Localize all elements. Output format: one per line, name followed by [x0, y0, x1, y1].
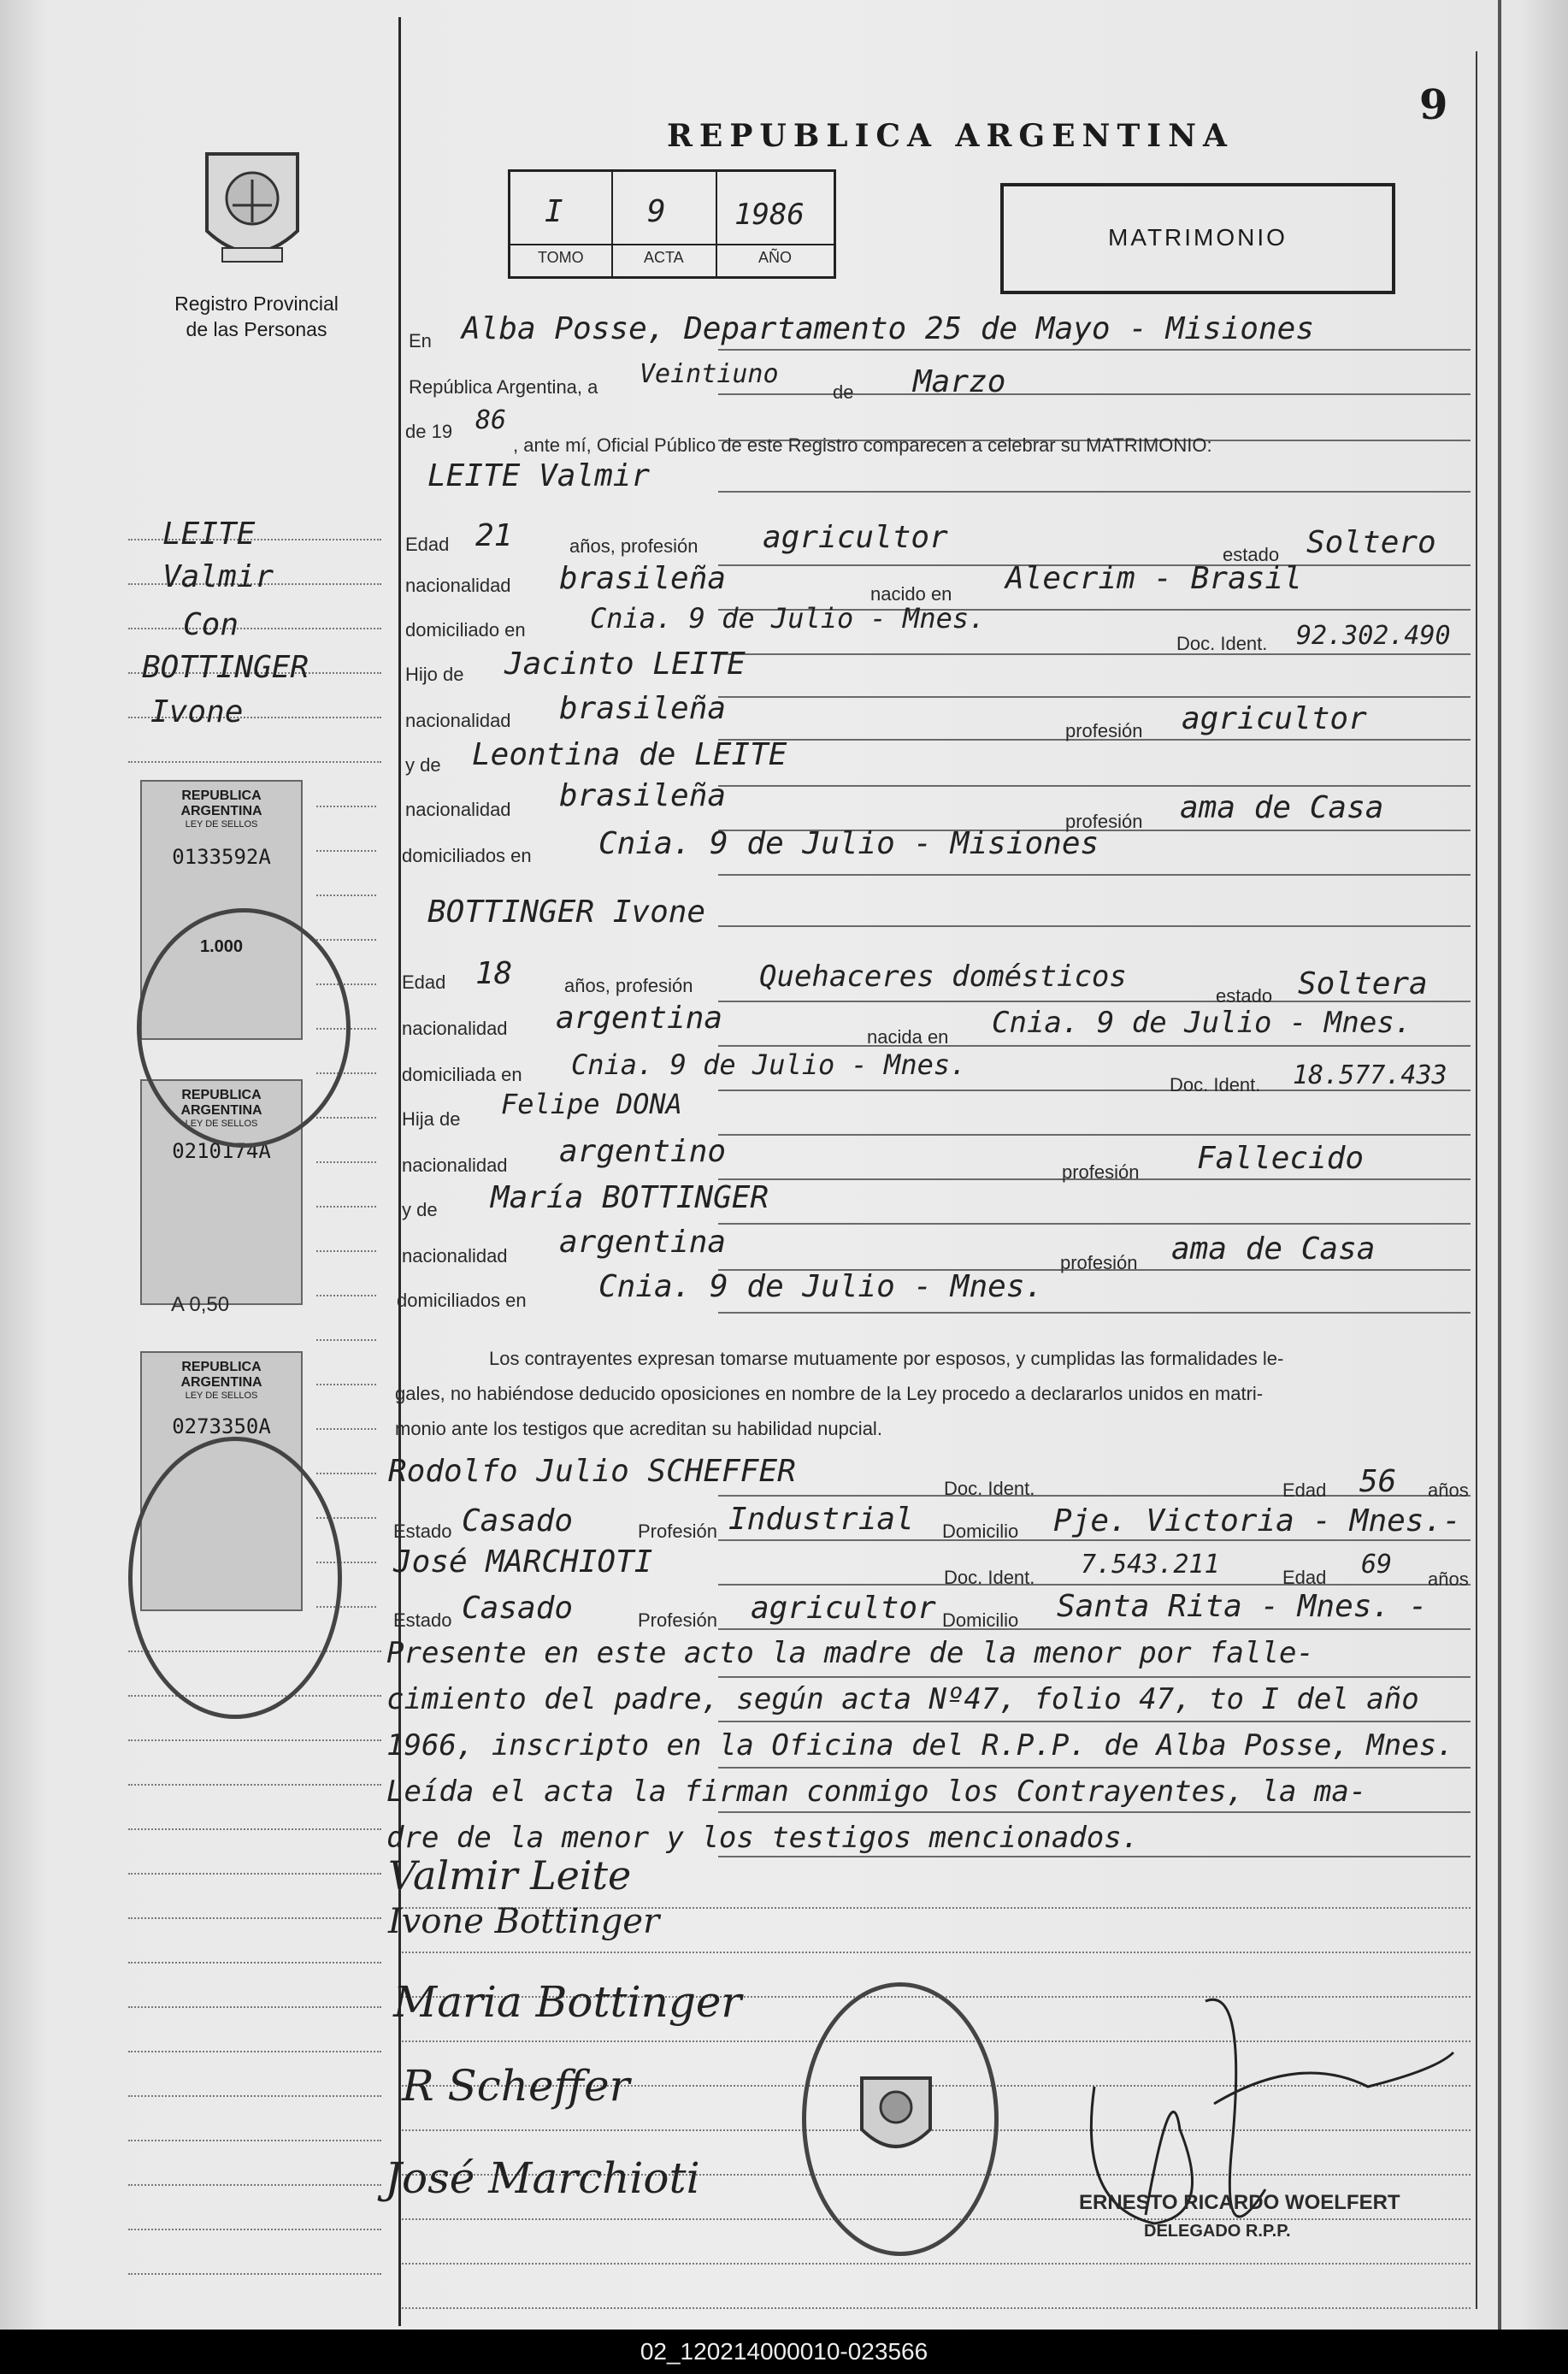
bride-mother-nac-label: nacionalidad: [402, 1245, 508, 1267]
bride-birthplace: Cnia. 9 de Julio - Mnes.: [992, 1006, 1412, 1040]
act-year: 86: [475, 405, 507, 435]
ano-value: 1986: [734, 198, 805, 232]
margin-name-4: BOTTINGER: [142, 650, 309, 685]
revenue-stamp-1: REPUBLICA ARGENTINA LEY DE SELLOS 0133592A 1.000: [140, 780, 303, 1040]
acta-label: ACTA: [644, 249, 684, 266]
groom-domicile: Cnia. 9 de Julio - Mnes.: [590, 602, 986, 635]
signature-rule: [402, 2307, 1471, 2309]
signature-witness1: R Scheffer: [402, 2061, 630, 2111]
tomo-value: I: [545, 194, 563, 229]
margin-name-5: Ivone: [150, 694, 244, 729]
groom-name: LEITE Valmir: [427, 458, 651, 493]
witness2-profession: agricultor: [751, 1591, 936, 1626]
form-rule: [718, 1312, 1471, 1314]
margin-rule: [316, 1473, 376, 1474]
bride-yde-label: y de: [402, 1199, 438, 1220]
witness1-prof-label: Profesión: [638, 1521, 717, 1542]
groom-doc-label: Doc. Ident.: [1176, 633, 1268, 654]
groom-age: 21: [475, 518, 513, 553]
witness2-domicile: Santa Rita - Mnes. -: [1057, 1589, 1428, 1624]
bride-age: 18: [475, 956, 513, 991]
margin-rule: [316, 850, 376, 852]
witness1-estado-label: Estado: [393, 1521, 452, 1542]
witness1-status: Casado: [462, 1503, 574, 1538]
act-type-box: [1000, 183, 1395, 294]
form-rule: [718, 1045, 1471, 1047]
margin-rule: [128, 2140, 381, 2141]
act-type: MATRIMONIO: [1108, 224, 1288, 251]
form-rule: [718, 491, 1471, 493]
form-rule: [718, 1223, 1471, 1225]
form-rule: [718, 785, 1471, 787]
margin-rule: [128, 2006, 381, 2008]
country-title: REPUBLICA ARGENTINA: [667, 118, 1234, 154]
margin-rule: [316, 1161, 376, 1163]
bride-status: Soltera: [1298, 966, 1428, 1001]
act-month: Marzo: [913, 364, 1006, 399]
groom-mother-nat: brasileña: [559, 778, 727, 813]
bride-father-nat: argentino: [559, 1134, 727, 1169]
right-border: [1476, 51, 1477, 2309]
en-label: En: [409, 330, 432, 351]
groom-prof-label: años, profesión: [569, 535, 699, 557]
margin-rule: [316, 1250, 376, 1252]
revenue-stamp-2: REPUBLICA ARGENTINA LEY DE SELLOS 0210174A: [140, 1079, 303, 1305]
bride-nationality: argentina: [556, 1001, 723, 1036]
declaration-text: Los contrayentes expresan tomarse mutuamente por esposos, y cumplidas las formalidades le- gales, no habiéndose deducido oposiciones en nombre de la Ley procedo a declararlos unidos en matri- monio ante los testigos que acreditan su habilidad nupcial.: [395, 1348, 1284, 1439]
witness1-edad-label: Edad: [1282, 1479, 1327, 1501]
revenue-stamp-3: REPUBLICA ARGENTINA LEY DE SELLOS 0273350A: [140, 1351, 303, 1611]
margin-rule: [128, 628, 381, 629]
witness1-domicile: Pje. Victoria - Mnes.-: [1053, 1503, 1461, 1538]
groom-father: Jacinto LEITE: [504, 647, 746, 682]
witness2-doc: 7.543.211: [1081, 1550, 1220, 1580]
bride-name: BOTTINGER Ivone: [427, 895, 706, 930]
groom-hijo-label: Hijo de: [405, 664, 464, 685]
scan-code: 02_120214000010-023566: [640, 2338, 928, 2365]
margin-name-3: Con: [183, 607, 239, 642]
page-number: 9: [1419, 81, 1448, 129]
act-day: Veintiuno: [640, 359, 779, 389]
form-rule: [718, 874, 1471, 876]
margin-rule: [128, 2095, 381, 2097]
bride-estado-label: estado: [1216, 985, 1273, 1007]
officer-title: DELEGADO R.P.P.: [1144, 2222, 1291, 2241]
bride-edad-label: Edad: [402, 971, 446, 993]
margin-rule: [316, 1339, 376, 1341]
groom-father-prof-label: profesión: [1065, 720, 1143, 741]
witness2-status: Casado: [462, 1591, 574, 1626]
margin-rule: [316, 939, 376, 941]
witness2-prof-label: Profesión: [638, 1609, 717, 1631]
registry-seal-emblem-icon: [853, 2070, 939, 2164]
groom-mother: Leontina de LEITE: [472, 737, 787, 772]
witness2-name: José MARCHIOTI: [393, 1544, 653, 1580]
form-rule: [718, 1539, 1471, 1541]
groom-nacido-label: nacido en: [870, 583, 952, 605]
margin-rule: [316, 1206, 376, 1208]
groom-status: Soltero: [1306, 525, 1436, 560]
groom-birthplace: Alecrim - Brasil: [1005, 561, 1302, 596]
stamp-value-2: A 0,50: [171, 1293, 230, 1316]
margin-rule: [128, 1873, 381, 1875]
bride-parents-domicile: Cnia. 9 de Julio - Mnes.: [598, 1269, 1044, 1304]
margin-rule: [316, 1295, 376, 1296]
form-rule: [718, 1134, 1471, 1136]
margin-name-1: LEITE: [162, 517, 256, 552]
groom-edad-label: Edad: [405, 534, 450, 555]
signature-witness2: José Marchioti: [385, 2153, 700, 2203]
margin-rule: [316, 806, 376, 807]
stamp-number-2: 0210174A: [172, 1139, 271, 1163]
groom-doms-label: domiciliados en: [402, 845, 532, 866]
margin-rule: [128, 1739, 381, 1741]
bride-father-prof-label: profesión: [1062, 1161, 1140, 1183]
bride-mother-prof-label: profesión: [1060, 1252, 1138, 1273]
groom-mother-prof-label: profesión: [1065, 811, 1143, 832]
bride-dom-label: domiciliada en: [402, 1064, 522, 1085]
bride-doc: 18.577.433: [1293, 1060, 1447, 1090]
groom-doc: 92.302.490: [1296, 621, 1451, 651]
margin-name-2: Valmir: [162, 559, 274, 594]
bride-prof-label: años, profesión: [564, 975, 693, 996]
provincial-emblem-icon: [198, 145, 306, 274]
margin-rule: [128, 2051, 381, 2052]
groom-yde-label: y de: [405, 754, 441, 776]
bride-domicile: Cnia. 9 de Julio - Mnes.: [571, 1048, 967, 1081]
intro-statement: , ante mí, Oficial Público de este Registro comparecen a celebrar su MATRIMONIO:: [513, 434, 1212, 456]
republic-label: República Argentina, a: [409, 376, 598, 398]
de-label: de: [833, 381, 854, 403]
margin-rule: [128, 2229, 381, 2230]
bride-hija-label: Hija de: [402, 1108, 461, 1130]
margin-rule: [128, 2273, 381, 2275]
margin-rule: [316, 1428, 376, 1430]
margin-seal-1: [137, 908, 351, 1148]
groom-nac-label: nacionalidad: [405, 575, 511, 596]
margin-rule: [128, 1962, 381, 1964]
record-id-box: [508, 169, 836, 279]
tomo-label: TOMO: [538, 249, 584, 266]
witness2-age: 69: [1361, 1550, 1393, 1580]
witness1-dom-label: Domicilio: [942, 1521, 1019, 1542]
form-rule: [718, 349, 1471, 351]
groom-mother-nac-label: nacionalidad: [405, 799, 511, 820]
bride-nacida-label: nacida en: [867, 1026, 949, 1048]
officer-name: ERNESTO RICARDO WOELFERT: [1079, 2191, 1400, 2214]
groom-nationality: brasileña: [559, 561, 727, 596]
groom-dom-label: domiciliado en: [405, 619, 526, 641]
bride-father-prof: Fallecido: [1197, 1141, 1365, 1176]
witness2-doc-label: Doc. Ident.: [944, 1567, 1035, 1588]
bride-mother: María BOTTINGER: [491, 1180, 769, 1215]
witness2-anos-label: años: [1428, 1568, 1469, 1590]
witness1-doc-label: Doc. Ident.: [944, 1478, 1035, 1499]
bride-mother-prof: ama de Casa: [1171, 1231, 1376, 1267]
margin-rule: [128, 1784, 381, 1786]
witness1-profession: Industrial: [728, 1502, 914, 1537]
witness1-name: Rodolfo Julio SCHEFFER: [388, 1454, 796, 1489]
form-rule: [718, 393, 1471, 395]
margin-rule: [316, 1384, 376, 1385]
bride-profession: Quehaceres domésticos: [759, 960, 1127, 994]
bride-mother-nat: argentina: [559, 1225, 727, 1260]
year-label: de 19: [405, 421, 453, 442]
page-edge: [1498, 0, 1501, 2330]
form-rule: [718, 653, 1471, 655]
groom-estado-label: estado: [1223, 544, 1280, 565]
ano-label: AÑO: [758, 249, 793, 266]
signature-mother: Maria Bottinger: [393, 1977, 742, 2027]
margin-rule: [128, 761, 381, 763]
stamp-number-1: 0133592A: [172, 845, 271, 869]
bride-father-nac-label: nacionalidad: [402, 1155, 508, 1176]
stamp-number-3: 0273350A: [172, 1414, 271, 1438]
groom-mother-prof: ama de Casa: [1180, 790, 1384, 825]
witness1-anos-label: años: [1428, 1479, 1469, 1501]
form-rule: [718, 696, 1471, 698]
form-rule: [718, 1584, 1471, 1586]
signature-bride: Ivone Bottinger: [388, 1902, 660, 1941]
bride-doms-label: domiciliados en: [397, 1290, 527, 1311]
groom-father-nat: brasileña: [559, 691, 727, 726]
margin-rule: [128, 2184, 381, 2186]
signature-groom: Valmir Leite: [388, 1852, 632, 1899]
groom-parents-domicile: Cnia. 9 de Julio - Misiones: [598, 826, 1099, 861]
groom-father-prof: agricultor: [1182, 701, 1367, 736]
margin-rule: [316, 895, 376, 896]
witness2-dom-label: Domicilio: [942, 1609, 1019, 1631]
bride-doc-label: Doc. Ident.: [1170, 1074, 1261, 1095]
registry-name: Registro Provincial de las Personas: [174, 292, 339, 340]
bride-father: Felipe DONA: [501, 1088, 682, 1120]
form-rule: [718, 1495, 1471, 1497]
groom-father-nac-label: nacionalidad: [405, 710, 511, 731]
margin-rule: [316, 1117, 376, 1119]
margin-seal-2: [128, 1437, 342, 1719]
margin-rule: [128, 1917, 381, 1919]
witness1-age: 56: [1359, 1464, 1397, 1499]
acta-value: 9: [647, 194, 666, 229]
form-rule: [718, 925, 1471, 927]
margin-rule: [128, 1828, 381, 1830]
witness2-edad-label: Edad: [1282, 1567, 1327, 1588]
bride-nac-label: nacionalidad: [402, 1018, 508, 1039]
groom-profession: agricultor: [763, 520, 948, 555]
witness2-estado-label: Estado: [393, 1609, 452, 1631]
act-place: Alba Posse, Departamento 25 de Mayo - Misiones: [462, 311, 1314, 346]
notes-text: Presente en este acto la madre de la menor por falle- cimiento del padre, según acta Nº47, folio 47, to I del año 1966, inscripto en la Oficina del R.P.P. de Alba Posse, Mnes. Leída el acta la firman conmigo los Contrayentes, la ma- dre de la menor y los testigos mencionados.: [386, 1636, 1454, 1855]
